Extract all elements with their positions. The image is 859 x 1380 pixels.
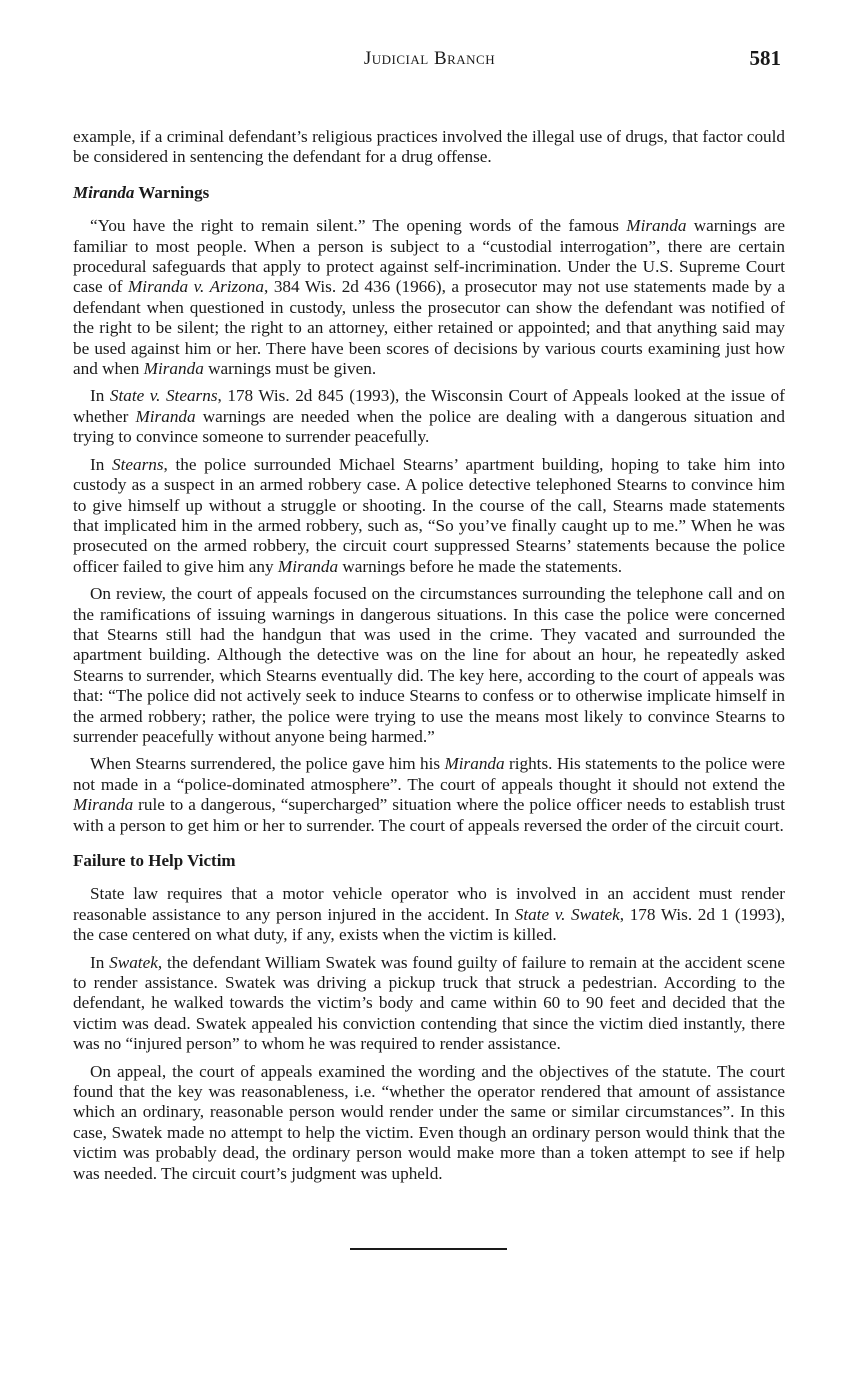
section-heading-failure: Failure to Help Victim — [73, 851, 236, 870]
paragraph-failure-2 — [73, 953, 785, 1055]
heading-rest: Warnings — [134, 182, 210, 202]
case-citation: Stearns — [111, 454, 164, 474]
text-run: , the police surrounded Michael Stearns’ apartment building, hoping to take him into custody as a suspect in an armed robbery case. A police detective telephoned Stearns to convince him to give himself up without a struggle or shooting. In the course of the call, Stearns made statements that implicated him in the armed robbery, such as, “So you’ve finally caught up to me.” When he was prosecuted on the armed robbery, the circuit court suppressed Stearns’ statements because the police officer failed to give him any — [73, 454, 785, 576]
paragraph-miranda-1 — [73, 216, 785, 379]
case-citation: Miranda v. Arizona — [127, 277, 264, 297]
heading-italic-part: Miranda — [73, 182, 135, 202]
text-run: warnings are familiar to most people. When a person is subject to a “custodial interrogation”, there are certain procedural safeguards that apply to protect against self-incrimination. Under the U.S. Supreme Court case of — [73, 216, 785, 297]
text-run: , 178 Wis. 2d 1 (1993), the case centered on what duty, if any, exists when the victim is killed. — [73, 904, 786, 945]
italic-run: Miranda — [444, 754, 505, 774]
text-run: When Stearns surrendered, the police gave him his — [90, 754, 445, 774]
text-run: rights. His statements to the police were not made in a “police-dominated atmosphere”. The court of appeals thought it should not extend the — [73, 754, 785, 794]
italic-run: Miranda — [143, 359, 204, 379]
text-run: In — [90, 952, 110, 972]
case-citation: Swatek — [109, 952, 158, 972]
paragraph-continued: example, if a criminal defendant’s religious practices involved the illegal use of drugs, that factor could be considered in sentencing the defendant for a drug offense. — [73, 127, 785, 167]
section-heading-miranda — [73, 183, 785, 203]
text-run: rule to a dangerous, “supercharged” situation where the police officer needs to establish trust with a person to get him or her to surrender. The court of appeals reversed the order of the circuit court. — [73, 795, 785, 835]
text-run: , 178 Wis. 2d 845 (1993), the Wisconsin Court of Appeals looked at the issue of whether — [73, 386, 785, 426]
italic-run: Miranda — [277, 556, 339, 576]
running-head — [0, 46, 859, 74]
paragraph-failure-1 — [73, 884, 785, 945]
paragraph-miranda-3 — [73, 455, 785, 577]
paragraph-miranda-4: On review, the court of appeals focused on the circumstances surrounding the telephone call and on the ramifications of issuing warnings in dangerous situations. In this case the police were concerned that Stearns still had the handgun that was used in the crime. They vacated and surrounded the apartment building. Although the detective was on the line for about an hour, he repeatedly asked Stearns to surrender, which Stearns eventually did. The key here, according to the court of appeals was that: “The police did not actively seek to induce Stearns to confess or to otherwise implicate himself in the armed robbery; rather, the police were trying to use the means most likely to convince Stearns to surrender peacefully without anyone being harmed.” — [73, 584, 785, 746]
italic-run: Miranda — [626, 216, 687, 236]
body-text — [73, 127, 785, 1191]
text-run: warnings are needed when the police are dealing with a dangerous situation and trying to convince someone to surrender peacefully. — [73, 406, 785, 447]
italic-run: Miranda — [135, 406, 196, 426]
running-title: Judicial Branch — [363, 48, 496, 69]
text-run: , the defendant William Swatek was found guilty of failure to remain at the accident scene to render assistance. Swatek was driving a pickup truck that struck a pedestrian. According to the defendant, he walked towards the victim’s body and came within 60 to 90 feet and decided that the victim was dead. Swatek appealed his conviction contending that since the victim died instantly, there was no “injured person” to whom he was required to render assistance. — [73, 952, 785, 1054]
text-run: warnings must be given. — [203, 359, 377, 379]
text-run: State law requires that a motor vehicle operator who is involved in an accident must render reasonable assistance to any person injured in the accident. In — [73, 884, 785, 924]
section-end-rule — [350, 1248, 507, 1250]
text-run: warnings before he made the statements. — [338, 556, 623, 576]
text-run: , 384 Wis. 2d 436 (1966), a prosecutor may not use statements made by a defendant when questioned in custody, unless the prosecutor can show the defendant was notified of the right to be silent; the right to an attorney, either retained or appointed; and that anything said may be used against him or her. There have been scores of decisions by various courts examining just how and when — [73, 277, 785, 379]
page-number: 581 — [749, 46, 781, 70]
italic-run: Miranda — [73, 795, 134, 815]
text-run: In — [90, 454, 112, 474]
case-citation: State v. Stearns — [109, 386, 218, 406]
paragraph-miranda-2 — [73, 386, 785, 447]
case-citation: State v. Swatek — [514, 904, 620, 924]
text-run: “You have the right to remain silent.” The opening words of the famous — [90, 216, 627, 236]
paragraph-miranda-5 — [73, 754, 785, 836]
paragraph-failure-3: On appeal, the court of appeals examined the wording and the objectives of the statute. The court found that the key was reasonableness, i.e. “whether the operator rendered that amount of assistance which an ordinary, reasonable person would render under the same or similar circumstances”. In this case, Swatek made no attempt to help the victim. Even though an ordinary person would think that the victim was probably dead, the ordinary person would make more than a token attempt to see if help was needed. The circuit court’s judgment was upheld. — [73, 1061, 785, 1183]
text-run: In — [90, 386, 110, 406]
